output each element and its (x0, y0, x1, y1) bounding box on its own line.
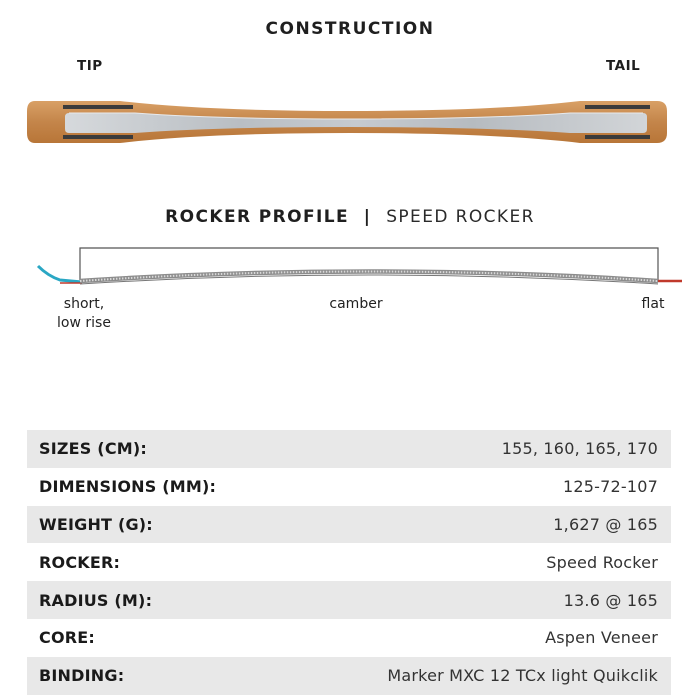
rocker-profile-value: SPEED ROCKER (386, 207, 535, 227)
construction-title: CONSTRUCTION (265, 19, 435, 39)
spec-key: SIZES (CM): (39, 439, 147, 459)
spec-table (27, 430, 671, 695)
zone-label-camber: camber (329, 296, 383, 312)
tip-label: TIP (77, 58, 103, 74)
spec-key: BINDING: (39, 666, 125, 686)
spec-key: ROCKER: (39, 552, 121, 572)
carbon-band-tip-bottom (63, 135, 133, 139)
spec-value: 13.6 @ 165 (563, 590, 658, 610)
spec-row-dimensions (27, 468, 671, 506)
spec-value: Aspen Veneer (545, 628, 658, 648)
zone-label-tip-line1: short, (63, 296, 105, 312)
spec-key: DIMENSIONS (MM): (39, 477, 217, 497)
rocker-profile-label: ROCKER PROFILE (165, 207, 349, 227)
spec-value: Marker MXC 12 TCx light Quikclik (387, 666, 658, 686)
carbon-band-tip-top (63, 105, 133, 109)
rocker-profile-heading (0, 207, 700, 227)
spec-value: Speed Rocker (546, 552, 658, 572)
spec-row-binding (27, 657, 671, 695)
spec-row-radius (27, 581, 671, 619)
rocker-profile-separator: | (363, 207, 372, 227)
spec-row-core (27, 619, 671, 657)
zone-label-flat: flat (641, 296, 665, 312)
spec-value: 1,627 @ 165 (553, 514, 658, 534)
tip-rocker-curve (38, 266, 82, 282)
tail-label: TAIL (606, 58, 641, 74)
spec-key: RADIUS (M): (39, 590, 153, 610)
spec-row-weight (27, 506, 671, 544)
carbon-band-tail-top (585, 105, 650, 109)
carbon-band-tail-bottom (585, 135, 650, 139)
rocker-profile-diagram (30, 240, 690, 290)
spec-key: CORE: (39, 628, 95, 648)
ski-construction-diagram (25, 97, 675, 147)
spec-value: 125-72-107 (563, 477, 658, 497)
spec-key: WEIGHT (G): (39, 514, 153, 534)
zone-label-tip (44, 295, 124, 333)
spec-value: 155, 160, 165, 170 (501, 439, 658, 459)
spec-row-sizes (27, 430, 671, 468)
spec-row-rocker (27, 543, 671, 581)
zone-label-tip-line2: low rise (57, 315, 111, 331)
